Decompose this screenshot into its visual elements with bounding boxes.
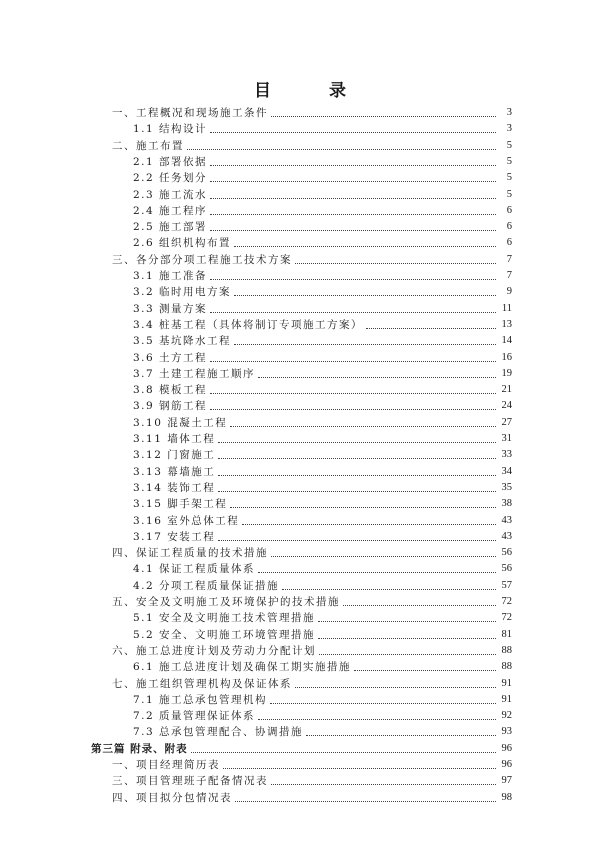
toc-entry: [133, 199, 512, 217]
toc-entry-label: 第三篇 附录、附表: [91, 742, 188, 755]
toc-entry: [133, 574, 512, 592]
toc-entry: [133, 394, 512, 412]
toc-entry-page-number: 5: [506, 188, 512, 200]
toc-entry-label: 7.2 质量管理保证体系: [133, 710, 256, 723]
toc-entry-page-number: 88: [501, 644, 512, 656]
toc-entry-label: 三、项目管理班子配备情况表: [112, 775, 268, 788]
toc-entry: [133, 623, 512, 641]
toc-entry-label: 四、项目拟分包情况表: [112, 791, 232, 804]
toc-entry-label: 3.3 测量方案: [133, 302, 208, 315]
toc-entry-page-number: 7: [506, 253, 512, 265]
toc-entry-page-number: 56: [501, 547, 512, 559]
toc-entry-label: 二、施工布置: [112, 139, 184, 152]
toc-entry: [133, 362, 512, 380]
toc-entry-label: 3.2 临时用电方案: [133, 286, 232, 299]
toc-entry-label: 7.1 施工总承包管理机构: [133, 693, 268, 706]
toc-entry: [91, 737, 512, 755]
toc-entry: [133, 231, 512, 249]
toc-entry: [133, 346, 512, 364]
toc-entry: [112, 753, 512, 771]
toc-entry-label: 一、工程概况和现场施工条件: [112, 107, 268, 119]
toc-entry-page-number: 91: [501, 677, 512, 689]
toc-entry-page-number: 14: [501, 335, 512, 347]
toc-entry-page-number: 38: [501, 498, 512, 510]
toc-entry-page-number: 7: [506, 270, 512, 281]
toc-entry-page-number: 27: [501, 416, 512, 428]
page-title: 目 录: [254, 81, 372, 101]
toc-entry-page-number: 43: [501, 530, 512, 542]
toc-entry: [133, 655, 512, 673]
toc-entry-label: 3.1 施工准备: [133, 270, 208, 282]
toc-entry-page-number: 56: [501, 563, 512, 575]
toc-entry: [112, 134, 512, 152]
toc-entry: [133, 297, 512, 315]
toc-entry-label: 3.13 幕墙施工: [133, 465, 216, 478]
toc-entry: [133, 150, 512, 168]
toc-entry: [133, 460, 512, 478]
toc-entry-page-number: 6: [506, 237, 512, 249]
toc-entry-label: 3.7 土建工程施工顺序: [133, 367, 256, 380]
toc-entry: [133, 704, 512, 722]
toc-entry: [112, 590, 512, 608]
toc-entry-label: 6.1 施工总进度计划及确保工期实施措施: [133, 661, 352, 674]
toc-entry-label: 3.10 混凝土工程: [133, 416, 228, 429]
toc-entry-label: 3.5 基坑降水工程: [133, 335, 232, 348]
toc-entry: [112, 541, 512, 559]
toc-entry-label: 3.8 模板工程: [133, 384, 208, 397]
toc-entry: [133, 264, 512, 282]
toc-entry-page-number: 91: [501, 693, 512, 705]
toc-entry: [112, 101, 512, 119]
toc-entry-page-number: 34: [501, 465, 512, 477]
toc-entry: [133, 166, 512, 184]
toc-entry: [133, 443, 512, 461]
toc-entry-page-number: 93: [501, 726, 512, 738]
toc-entry-page-number: 5: [506, 139, 512, 151]
toc-entry-page-number: 3: [506, 107, 512, 118]
toc-entry-page-number: 9: [506, 286, 512, 298]
toc-entry-label: 5.2 安全、文明施工环境管理措施: [133, 628, 316, 641]
toc-entry: [133, 329, 512, 347]
toc-entry-page-number: 92: [501, 710, 512, 722]
toc-entry-label: 3.15 脚手架工程: [133, 498, 228, 511]
toc-entry-page-number: 81: [501, 628, 512, 640]
toc-entry: [133, 509, 512, 527]
toc-entry-page-number: 11: [501, 302, 512, 314]
toc-entry: [133, 557, 512, 575]
toc-entry-page-number: 24: [501, 400, 512, 412]
toc-entry-page-number: 5: [506, 155, 512, 167]
toc-entry: [133, 183, 512, 201]
toc-entry-label: 六、施工总进度计划及劳动力分配计划: [112, 644, 316, 657]
toc-entry: [133, 427, 512, 445]
toc-entry-page-number: 72: [501, 596, 512, 607]
toc-entry: [133, 606, 512, 624]
toc-entry-label: 2.5 施工部署: [133, 221, 208, 234]
toc-entry-label: 3.6 土方工程: [133, 351, 208, 364]
toc-entry: [133, 720, 512, 738]
toc-entry-label: 5.1 安全及文明施工技术管理措施: [133, 612, 316, 625]
toc-entry-label: 4.1 保证工程质量体系: [133, 563, 256, 576]
toc-entry-label: 3.9 钢筋工程: [133, 400, 208, 413]
toc-entry: [133, 378, 512, 396]
toc-entry-page-number: 35: [501, 481, 512, 493]
toc-entry: [133, 313, 512, 331]
toc-entry-label: 2.3 施工流水: [133, 188, 208, 201]
toc-entry-page-number: 16: [501, 351, 512, 363]
toc-entry: [133, 525, 512, 543]
toc-entry-page-number: 19: [501, 367, 512, 379]
toc-entry-page-number: 6: [506, 204, 512, 216]
toc-entry: [112, 639, 512, 657]
toc-entry: [133, 476, 512, 494]
toc-entry-page-number: 72: [501, 612, 512, 624]
toc-entry-label: 3.16 室外总体工程: [133, 514, 240, 527]
toc-entry: [133, 688, 512, 706]
toc-entry-page-number: 21: [501, 384, 512, 396]
toc-entry-page-number: 96: [501, 742, 512, 754]
toc-entry: [133, 117, 512, 135]
toc-entry-label: 三、各分部分项工程施工技术方案: [112, 253, 292, 266]
toc-entry-label: 2.2 任务划分: [133, 172, 208, 185]
toc-entry-page-number: 33: [501, 449, 512, 461]
toc-entry-page-number: 6: [506, 221, 512, 233]
toc-entry: [112, 672, 512, 690]
toc-entry-page-number: 88: [501, 661, 512, 673]
toc-entry: [112, 769, 512, 787]
toc-entry-label: 3.14 装饰工程: [133, 481, 216, 494]
toc-entry-label: 3.4 桩基工程（具体将制订专项施工方案）: [133, 318, 364, 331]
toc-entry-label: 2.1 部署依据: [133, 155, 208, 168]
toc-entry-label: 1.1 结构设计: [133, 123, 208, 136]
toc-entry-page-number: 98: [501, 791, 512, 803]
toc-entry-label: 4.2 分项工程质量保证措施: [133, 579, 280, 592]
toc-entry-page-number: 97: [501, 775, 512, 787]
toc-entry: [112, 786, 512, 804]
toc-entry-label: 一、项目经理简历表: [112, 759, 220, 771]
toc-entry-label: 五、安全及文明施工及环境保护的技术措施: [112, 596, 340, 608]
toc-entry: [112, 248, 512, 266]
toc-entry-page-number: 31: [501, 433, 512, 444]
toc-entry-page-number: 13: [501, 318, 512, 330]
toc-entry-page-number: 43: [501, 514, 512, 526]
toc-entry-label: 2.4 施工程序: [133, 204, 208, 217]
toc-entry-label: 2.6 组织机构布置: [133, 237, 232, 250]
toc-entry-page-number: 57: [501, 579, 512, 591]
toc-entry-label: 3.11 墙体工程: [133, 433, 216, 445]
toc-dot-leader: [235, 800, 496, 802]
toc-entry-label: 3.17 安装工程: [133, 530, 216, 543]
toc-entry-label: 3.12 门窗施工: [133, 449, 216, 462]
toc-entry: [133, 280, 512, 298]
toc-entry: [133, 215, 512, 233]
toc-entry-label: 四、保证工程质量的技术措施: [112, 547, 268, 560]
toc-entry-page-number: 3: [506, 123, 512, 135]
toc-entry-label: 7.3 总承包管理配合、协调措施: [133, 726, 304, 739]
toc-entry: [133, 411, 512, 429]
toc-entry-label: 七、施工组织管理机构及保证体系: [112, 677, 292, 690]
toc-entry: [133, 492, 512, 510]
toc-entry-page-number: 96: [501, 759, 512, 770]
toc-entry-page-number: 5: [506, 172, 512, 184]
